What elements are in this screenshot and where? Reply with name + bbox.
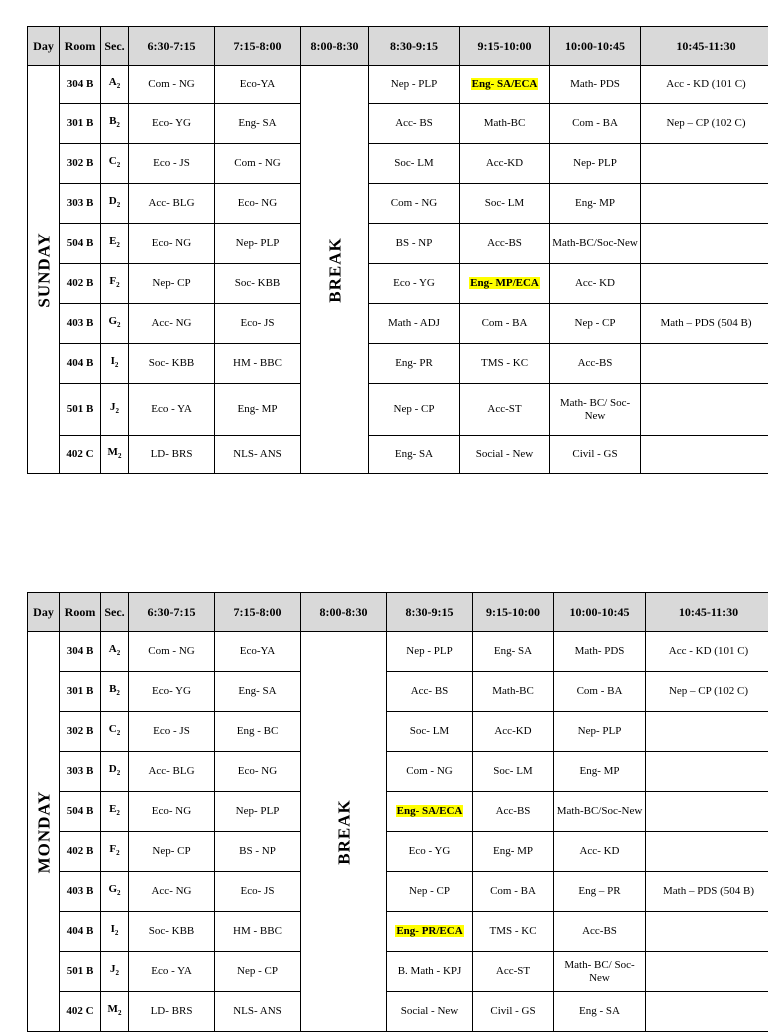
table-row [28, 632, 768, 672]
column-header: 7:15-8:00 [215, 593, 301, 632]
period-cell: Eco- JS [215, 304, 301, 344]
table-row [28, 104, 768, 144]
sunday-timetable [27, 26, 768, 474]
period-cell: BS - NP [369, 224, 460, 264]
section-subscript: 2 [116, 809, 120, 817]
day-label: SUNDAY [37, 232, 50, 307]
period-cell: Nep- PLP [215, 792, 301, 832]
section-cell [101, 872, 129, 912]
period-cell: Eco- NG [215, 184, 301, 224]
period-cell [641, 344, 768, 384]
period-cell: Eng - BC [215, 712, 301, 752]
column-header: 8:30-9:15 [369, 27, 460, 66]
break-cell [301, 66, 369, 474]
section-subscript: 2 [117, 161, 121, 169]
section-letter: C [109, 155, 117, 167]
section-letter: F [109, 843, 116, 855]
section-subscript: 2 [115, 361, 119, 369]
period-cell: Com - NG [129, 66, 215, 104]
column-header: 10:45-11:30 [646, 593, 768, 632]
period-cell [641, 384, 768, 436]
period-cell: Com - BA [554, 672, 646, 712]
room-cell: 303 B [60, 752, 101, 792]
period-cell [646, 952, 768, 992]
period-cell [641, 224, 768, 264]
column-header: 9:15-10:00 [460, 27, 550, 66]
section-subscript: 2 [118, 452, 122, 460]
section-cell [101, 992, 129, 1032]
period-cell: Eco- NG [129, 224, 215, 264]
break-label: BREAK [328, 237, 341, 302]
period-cell: Com - BA [473, 872, 554, 912]
period-cell: Acc- BS [369, 104, 460, 144]
period-cell: Math- PDS [554, 632, 646, 672]
section-cell [101, 832, 129, 872]
section-cell [101, 264, 129, 304]
column-header: 7:15-8:00 [215, 27, 301, 66]
period-cell: Math – PDS (504 B) [646, 872, 768, 912]
section-letter: B [109, 115, 116, 127]
column-header: 10:45-11:30 [641, 27, 768, 66]
section-letter: E [109, 235, 116, 247]
period-cell: Nep – CP (102 C) [641, 104, 768, 144]
table-row [28, 184, 768, 224]
period-cell: Acc - KD (101 C) [646, 632, 768, 672]
period-cell: Eng- MP [550, 184, 641, 224]
highlighted-subject: Eng- SA/ECA [396, 805, 464, 817]
period-cell: Eng – PR [554, 872, 646, 912]
table-row [28, 224, 768, 264]
column-header: Sec. [101, 593, 129, 632]
section-letter: C [109, 723, 117, 735]
period-cell [646, 752, 768, 792]
period-cell: Math – PDS (504 B) [641, 304, 768, 344]
period-cell: Eng- SA [473, 632, 554, 672]
room-cell: 301 B [60, 104, 101, 144]
section-letter: B [109, 683, 116, 695]
period-cell: TMS - KC [473, 912, 554, 952]
period-cell: Eco- NG [215, 752, 301, 792]
period-cell: Eco - YA [129, 384, 215, 436]
period-cell: Eco- NG [129, 792, 215, 832]
period-cell: Acc-BS [460, 224, 550, 264]
period-cell: Acc-KD [460, 144, 550, 184]
period-cell: Acc-BS [473, 792, 554, 832]
period-cell: Nep- PLP [554, 712, 646, 752]
section-letter: A [109, 76, 117, 88]
period-cell: Eco-YA [215, 66, 301, 104]
table-row [28, 792, 768, 832]
column-header: 8:00-8:30 [301, 593, 387, 632]
section-subscript: 2 [116, 407, 120, 415]
table-row [28, 992, 768, 1032]
period-cell [387, 792, 473, 832]
room-cell: 501 B [60, 384, 101, 436]
period-cell: Com - NG [369, 184, 460, 224]
section-letter: G [108, 315, 117, 327]
section-letter: M [108, 446, 118, 458]
section-cell [101, 952, 129, 992]
section-cell [101, 912, 129, 952]
column-header: 6:30-7:15 [129, 593, 215, 632]
period-cell: Com - NG [215, 144, 301, 184]
room-cell: 504 B [60, 224, 101, 264]
period-cell: Acc - KD (101 C) [641, 66, 768, 104]
section-cell [101, 66, 129, 104]
section-subscript: 2 [117, 201, 121, 209]
column-header: Day [28, 593, 60, 632]
section-cell [101, 632, 129, 672]
room-cell: 403 B [60, 872, 101, 912]
period-cell: Eco- YG [129, 672, 215, 712]
section-letter: J [110, 401, 116, 413]
column-header: 10:00-10:45 [554, 593, 646, 632]
section-letter: F [109, 275, 116, 287]
section-letter: I [111, 355, 115, 367]
period-cell: Com - NG [387, 752, 473, 792]
section-cell [101, 752, 129, 792]
period-cell: Math - ADJ [369, 304, 460, 344]
section-cell [101, 344, 129, 384]
section-letter: M [108, 1003, 118, 1015]
period-cell: Acc- KD [550, 264, 641, 304]
period-cell [646, 792, 768, 832]
period-cell: Math- BC/ Soc-New [554, 952, 646, 992]
period-cell: Math-BC [473, 672, 554, 712]
table-row [28, 712, 768, 752]
period-cell: Soc- LM [473, 752, 554, 792]
section-cell [101, 144, 129, 184]
section-subscript: 2 [118, 1009, 122, 1017]
period-cell: Eco - JS [129, 712, 215, 752]
period-cell: Civil - GS [550, 436, 641, 474]
period-cell: Nep - CP [387, 872, 473, 912]
section-subscript: 2 [117, 321, 121, 329]
period-cell: Eng- SA [215, 672, 301, 712]
section-cell [101, 384, 129, 436]
section-letter: E [109, 803, 116, 815]
period-cell [646, 712, 768, 752]
period-cell: Acc- BLG [129, 184, 215, 224]
room-cell: 404 B [60, 344, 101, 384]
period-cell: HM - BBC [215, 344, 301, 384]
period-cell: Acc- BS [387, 672, 473, 712]
period-cell [641, 436, 768, 474]
column-header: 8:30-9:15 [387, 593, 473, 632]
table-row [28, 832, 768, 872]
period-cell: Social - New [387, 992, 473, 1032]
highlighted-subject: Eng- PR/ECA [395, 925, 463, 937]
period-cell: Nep – CP (102 C) [646, 672, 768, 712]
room-cell: 403 B [60, 304, 101, 344]
period-cell: Soc- LM [387, 712, 473, 752]
section-subscript: 2 [116, 849, 120, 857]
room-cell: 402 C [60, 436, 101, 474]
column-header: Room [60, 27, 101, 66]
period-cell: Soc- KBB [129, 344, 215, 384]
table-row [28, 436, 768, 474]
period-cell [460, 264, 550, 304]
period-cell: Civil - GS [473, 992, 554, 1032]
break-cell [301, 632, 387, 1032]
table-row [28, 344, 768, 384]
table-row [28, 384, 768, 436]
period-cell: Eng- SA [369, 436, 460, 474]
table-row [28, 144, 768, 184]
section-letter: D [109, 763, 117, 775]
period-cell: Nep- CP [129, 264, 215, 304]
period-cell: Com - NG [129, 632, 215, 672]
period-cell: LD- BRS [129, 992, 215, 1032]
period-cell: Acc-KD [473, 712, 554, 752]
column-header: 10:00-10:45 [550, 27, 641, 66]
period-cell [641, 264, 768, 304]
column-header: Room [60, 593, 101, 632]
period-cell: HM - BBC [215, 912, 301, 952]
section-subscript: 2 [115, 929, 119, 937]
room-cell: 402 C [60, 992, 101, 1032]
period-cell: Acc-ST [473, 952, 554, 992]
period-cell: Acc- BLG [129, 752, 215, 792]
highlighted-subject: Eng- MP/ECA [469, 277, 540, 289]
period-cell: Eng- MP [554, 752, 646, 792]
period-cell: BS - NP [215, 832, 301, 872]
table-row [28, 66, 768, 104]
table-row [28, 752, 768, 792]
table-row [28, 264, 768, 304]
period-cell: Nep - CP [215, 952, 301, 992]
period-cell: Eco- JS [215, 872, 301, 912]
column-header: Sec. [101, 27, 129, 66]
table-row [28, 672, 768, 712]
period-cell: Nep - PLP [387, 632, 473, 672]
room-cell: 301 B [60, 672, 101, 712]
section-subscript: 2 [117, 889, 121, 897]
header-row [28, 27, 768, 66]
room-cell: 402 B [60, 264, 101, 304]
period-cell [387, 912, 473, 952]
period-cell: Acc-BS [554, 912, 646, 952]
room-cell: 504 B [60, 792, 101, 832]
period-cell: Acc- NG [129, 304, 215, 344]
section-letter: G [108, 883, 117, 895]
section-letter: J [110, 963, 116, 975]
period-cell: Social - New [460, 436, 550, 474]
day-cell [28, 632, 60, 1032]
room-cell: 304 B [60, 66, 101, 104]
room-cell: 304 B [60, 632, 101, 672]
period-cell: Soc- LM [369, 144, 460, 184]
period-cell: Soc- LM [460, 184, 550, 224]
period-cell: Acc-BS [550, 344, 641, 384]
column-header: Day [28, 27, 60, 66]
period-cell: Math- BC/ Soc-New [550, 384, 641, 436]
header-row [28, 593, 768, 632]
break-label: BREAK [337, 799, 350, 864]
period-cell: Com - BA [550, 104, 641, 144]
section-letter: A [109, 643, 117, 655]
section-cell [101, 304, 129, 344]
section-letter: D [109, 195, 117, 207]
section-subscript: 2 [117, 769, 121, 777]
period-cell: Nep - CP [369, 384, 460, 436]
period-cell: TMS - KC [460, 344, 550, 384]
period-cell: Eco - YG [369, 264, 460, 304]
section-subscript: 2 [116, 689, 120, 697]
section-subscript: 2 [117, 729, 121, 737]
period-cell: Eng- PR [369, 344, 460, 384]
period-cell [460, 66, 550, 104]
period-cell: Nep- PLP [550, 144, 641, 184]
column-header: 9:15-10:00 [473, 593, 554, 632]
section-letter: I [111, 923, 115, 935]
section-cell [101, 436, 129, 474]
section-cell [101, 792, 129, 832]
room-cell: 303 B [60, 184, 101, 224]
period-cell: Math-BC/Soc-New [554, 792, 646, 832]
section-subscript: 2 [116, 241, 120, 249]
period-cell [646, 832, 768, 872]
period-cell [646, 992, 768, 1032]
column-header: 6:30-7:15 [129, 27, 215, 66]
column-header: 8:00-8:30 [301, 27, 369, 66]
room-cell: 501 B [60, 952, 101, 992]
room-cell: 402 B [60, 832, 101, 872]
table-row [28, 952, 768, 992]
period-cell: Nep - CP [550, 304, 641, 344]
section-subscript: 2 [116, 969, 120, 977]
period-cell: Eco-YA [215, 632, 301, 672]
section-subscript: 2 [116, 281, 120, 289]
period-cell: B. Math - KPJ [387, 952, 473, 992]
period-cell: Acc-ST [460, 384, 550, 436]
day-cell [28, 66, 60, 474]
period-cell: Eco- YG [129, 104, 215, 144]
period-cell: Eng- SA [215, 104, 301, 144]
period-cell: Nep - PLP [369, 66, 460, 104]
period-cell: Nep- PLP [215, 224, 301, 264]
period-cell: Eng- MP [215, 384, 301, 436]
table-row [28, 912, 768, 952]
period-cell [641, 184, 768, 224]
period-cell: NLS- ANS [215, 436, 301, 474]
section-cell [101, 184, 129, 224]
period-cell: Nep- CP [129, 832, 215, 872]
period-cell: Eng - SA [554, 992, 646, 1032]
section-subscript: 2 [117, 649, 121, 657]
room-cell: 302 B [60, 144, 101, 184]
period-cell: NLS- ANS [215, 992, 301, 1032]
period-cell: Com - BA [460, 304, 550, 344]
table-row [28, 872, 768, 912]
period-cell: LD- BRS [129, 436, 215, 474]
period-cell: Math- PDS [550, 66, 641, 104]
period-cell [646, 912, 768, 952]
section-cell [101, 712, 129, 752]
section-cell [101, 672, 129, 712]
section-cell [101, 104, 129, 144]
period-cell [641, 144, 768, 184]
period-cell: Math-BC [460, 104, 550, 144]
period-cell: Acc- KD [554, 832, 646, 872]
period-cell: Soc- KBB [215, 264, 301, 304]
highlighted-subject: Eng- SA/ECA [471, 78, 539, 90]
period-cell: Eco - JS [129, 144, 215, 184]
period-cell: Eng- MP [473, 832, 554, 872]
section-subscript: 2 [117, 82, 121, 90]
day-label: MONDAY [37, 790, 50, 873]
monday-timetable [27, 592, 768, 1032]
table-row [28, 304, 768, 344]
room-cell: 404 B [60, 912, 101, 952]
period-cell: Math-BC/Soc-New [550, 224, 641, 264]
period-cell: Eco - YA [129, 952, 215, 992]
section-subscript: 2 [116, 121, 120, 129]
section-cell [101, 224, 129, 264]
period-cell: Acc- NG [129, 872, 215, 912]
period-cell: Eco - YG [387, 832, 473, 872]
room-cell: 302 B [60, 712, 101, 752]
period-cell: Soc- KBB [129, 912, 215, 952]
